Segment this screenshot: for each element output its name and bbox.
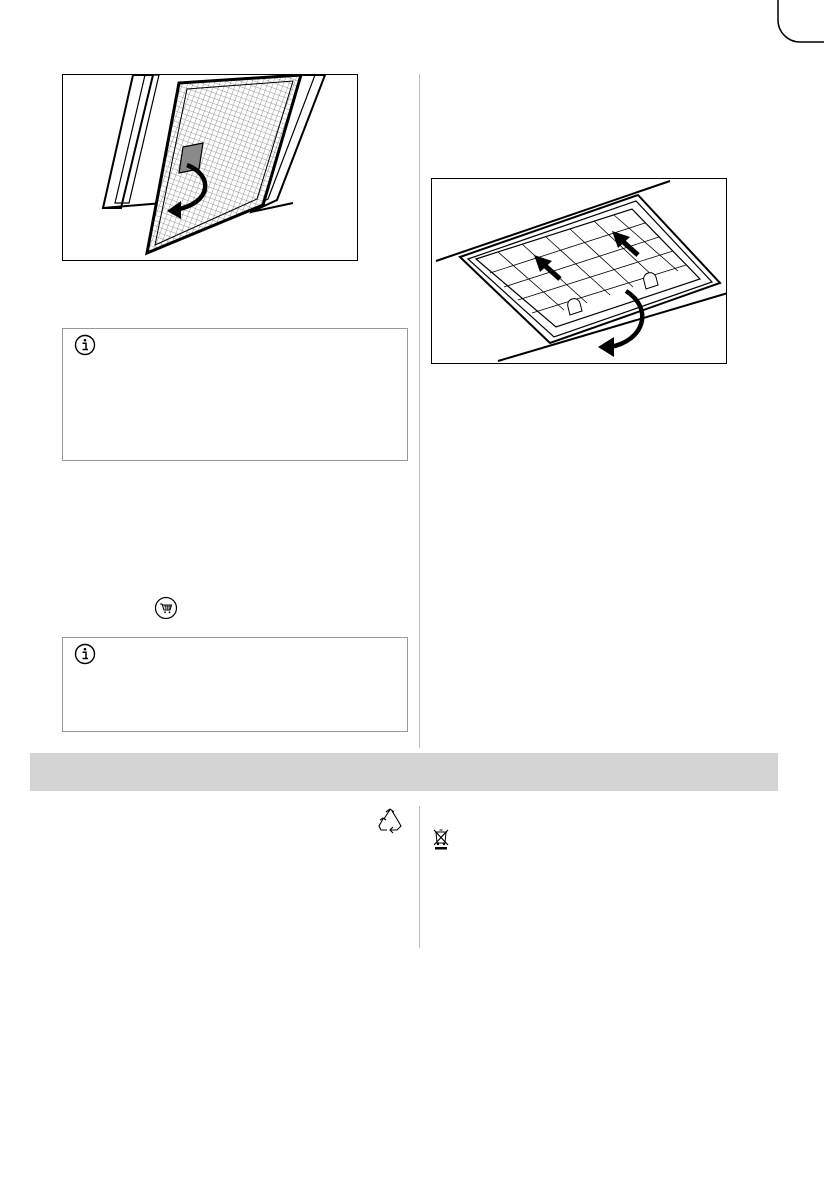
shopping-cart-icon [154, 596, 178, 620]
filter-rotate-out-illustration [63, 75, 358, 261]
crop-mark [776, 0, 824, 48]
filter-removal-figure [62, 74, 358, 261]
section-heading-band [30, 753, 778, 791]
info-box-1 [62, 328, 408, 461]
info-icon [74, 643, 96, 665]
grease-filter-grid-illustration [432, 179, 727, 364]
column-divider-bottom [419, 806, 420, 948]
recycle-icon [377, 808, 403, 834]
grease-filter-figure [431, 178, 727, 364]
column-divider-top [419, 74, 420, 748]
info-box-2 [62, 637, 408, 732]
weee-bin-icon [433, 828, 449, 850]
info-icon [74, 334, 96, 356]
